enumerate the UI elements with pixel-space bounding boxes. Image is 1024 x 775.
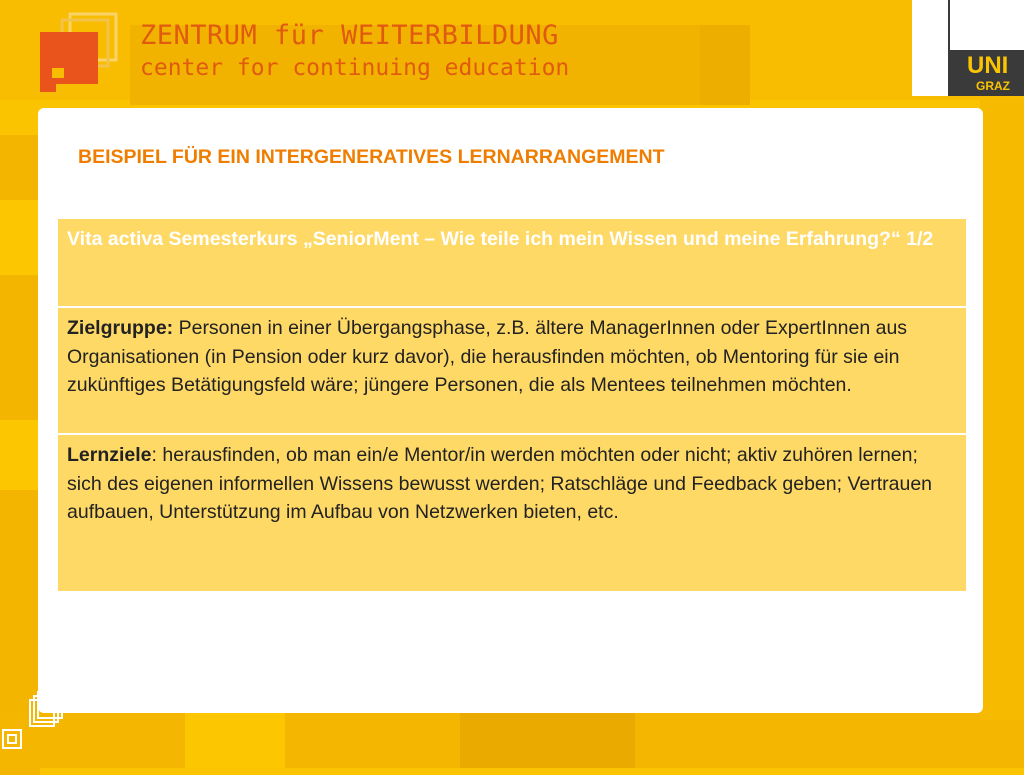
zentrum-logo-icon — [38, 12, 128, 97]
course-table — [58, 219, 966, 591]
lernziele-text: : herausfinden, ob man ein/e Mentor/in werden möchten oder nicht; aktiv zuhören lernen; sich des eigenen informellen Wissens bewusst werden; Ratschläge und Feedback geben; Vertrauen aufbauen, Unterstützung im Aufbau von Netzwerken bieten, etc. — [67, 444, 933, 523]
brand-title: ZENTRUM für WEITERBILDUNG — [140, 20, 559, 51]
bg-stripe — [980, 100, 1024, 720]
brand-subtitle: center for continuing education — [140, 55, 570, 81]
lernziele-label: Lernziele — [67, 444, 152, 466]
bg-stripe — [460, 712, 635, 768]
bg-stripe — [700, 25, 750, 105]
bg-stripe — [185, 712, 285, 768]
zielgruppe-text: Personen in einer Übergangsphase, z.B. ältere ManagerInnen oder ExpertInnen aus Organisationen (in Pension oder kurz davor), die herausfinden möchten, ob Mentoring für sie ein zukünftiges Betätigungsfeld wäre; jüngere Personen, die als Mentees teilnehmen möchten. — [67, 317, 908, 396]
bg-stripe — [0, 420, 40, 490]
bg-stripe — [0, 200, 40, 275]
uni-logo-bar — [948, 0, 950, 50]
graz-logo-text: GRAZ — [976, 79, 1010, 93]
slide-title: BEISPIEL FÜR EIN INTERGENERATIVES LERNARRANGEMENT — [78, 146, 665, 168]
uni-logo-text: UNI — [967, 52, 1009, 79]
table-row-lernziele — [58, 433, 966, 591]
table-header-row: Vita activa Semesterkurs „SeniorMent – Wie teile ich mein Wissen und meine Erfahrung?“ 1/2 — [58, 219, 966, 306]
zielgruppe-label: Zielgruppe: — [67, 317, 174, 339]
corner-squares-icon — [0, 680, 70, 768]
table-row-zielgruppe — [58, 306, 966, 433]
